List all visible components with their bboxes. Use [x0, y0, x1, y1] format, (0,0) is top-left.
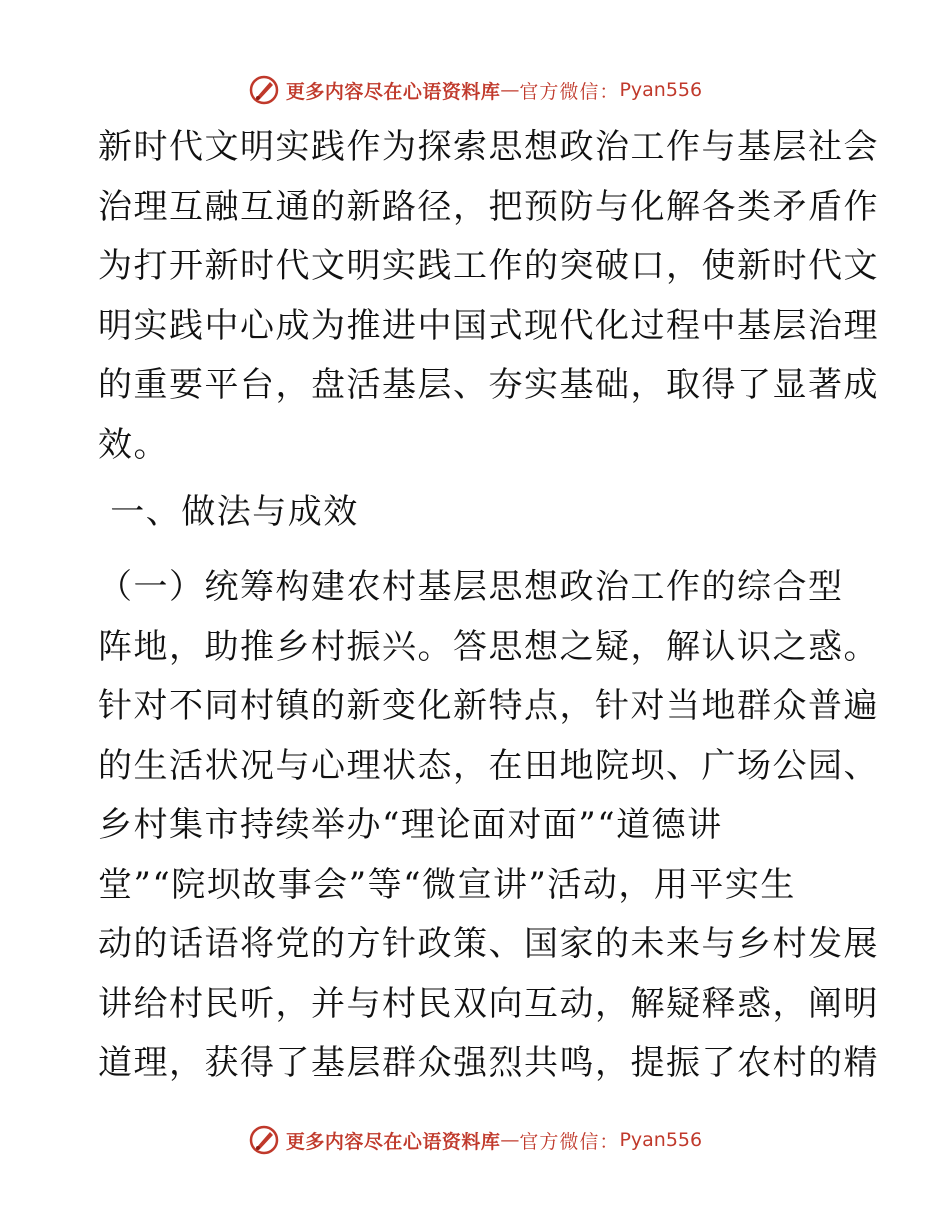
body-paragraph [98, 558, 879, 1094]
watermark-dash: — [500, 1129, 520, 1151]
watermark-wechat-id: Pyan556 [619, 79, 703, 101]
section-heading-text: 一、做法与成效 [98, 492, 359, 532]
text-line: （一）统筹构建农村基层思想政治工作的综合型 [98, 567, 844, 607]
watermark-wechat-id: Pyan556 [619, 1129, 703, 1151]
footer-watermark [0, 1120, 950, 1160]
text-line: 治理互融互通的新路径，把预防与化解各类矛盾作 [98, 186, 879, 227]
watermark-official-label: 官方微信： [519, 80, 620, 103]
text-line: 堂”“院坝故事会”等“微宣讲”活动，用平实生 [98, 864, 796, 905]
text-line: 明实践中心成为推进中国式现代化过程中基层治理 [98, 305, 879, 346]
watermark-main-text: 更多内容尽在心语资料库 [285, 80, 501, 103]
watermark-official-label: 官方微信： [519, 1130, 620, 1153]
text-line: 的重要平台，盘活基层、夯实基础，取得了显著成 [98, 365, 879, 405]
text-line: 针对不同村镇的新变化新特点，针对当地群众普遍 [98, 686, 879, 726]
text-line: 道理，获得了基层群众强烈共鸣，提振了农村的精 [98, 1043, 879, 1083]
watermark-main-text: 更多内容尽在心语资料库 [285, 1130, 501, 1153]
intro-paragraph [98, 118, 879, 475]
text-line: 动的话语将党的方针政策、国家的未来与乡村发展 [98, 924, 879, 964]
text-line: 为打开新时代文明实践工作的突破口，使新时代文 [98, 246, 879, 286]
text-line: 效。 [98, 424, 169, 465]
pen-logo-icon [248, 1124, 280, 1156]
text-line: 乡村集市持续举办“理论面对面”“道德讲 [98, 805, 723, 845]
text-line: 阵地，助推乡村振兴。答思想之疑，解认识之惑。 [98, 626, 879, 667]
text-line: 的生活状况与心理状态，在田地院坝、广场公园、 [98, 745, 879, 786]
section-heading [98, 483, 850, 543]
pen-logo-icon [248, 74, 280, 106]
watermark-dash: — [500, 79, 520, 101]
text-line: 讲给村民听，并与村民双向互动，解疑释惑，阐明 [98, 983, 879, 1024]
text-line: 新时代文明实践作为探索思想政治工作与基层社会 [98, 127, 879, 167]
header-watermark [0, 70, 950, 110]
